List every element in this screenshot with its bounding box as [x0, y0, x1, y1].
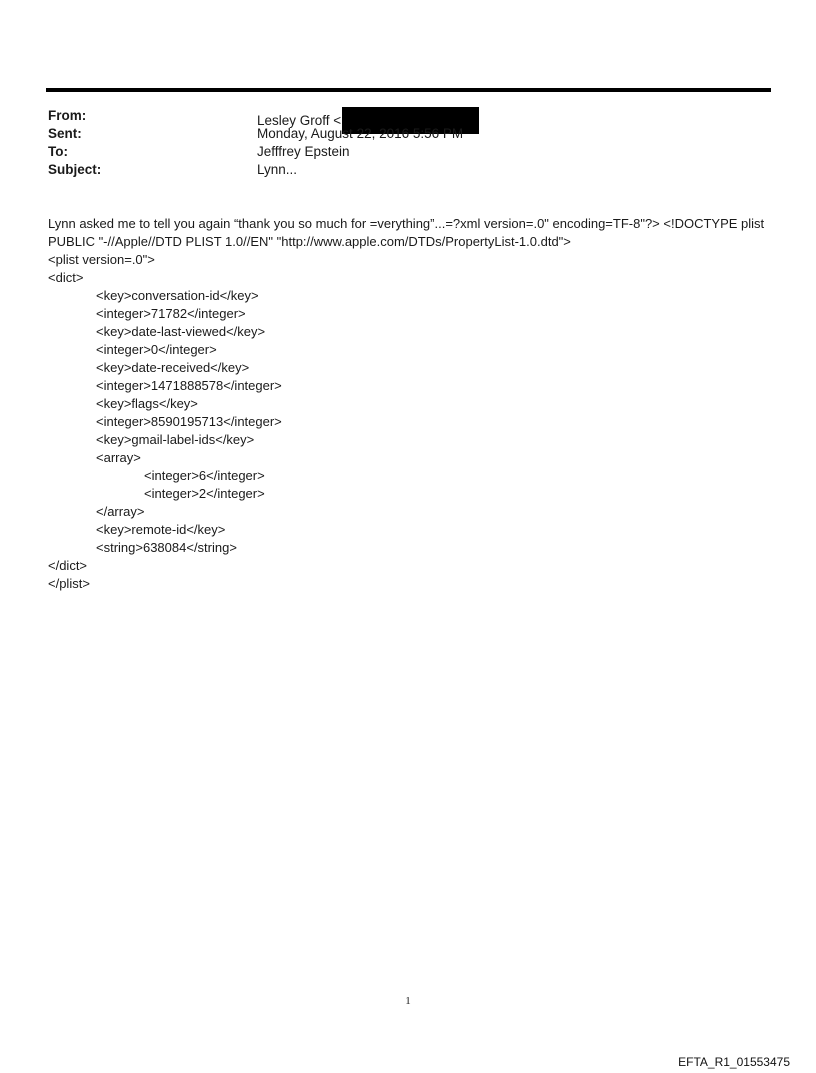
dict-open-line: <dict> [48, 270, 84, 285]
plist-close-line: </plist> [48, 576, 90, 591]
email-body [48, 215, 768, 593]
key-gmail-label-ids: <key>gmail-label-ids</key> [96, 432, 255, 447]
subject-row [48, 161, 768, 179]
body-intro: Lynn asked me to tell you again “thank you so much for =verything”...=?xml version=.0" encoding=TF-8"?> <!DOCTYPE plist PUBLIC "-//Apple//DTD PLIST 1.0//EN" "http://www.apple.com/DTDs/PropertyList-1.0.dtd"> [48, 216, 765, 249]
array-item-1: <integer>6</integer> [144, 468, 265, 483]
array-open-line: <array> [96, 450, 141, 465]
array-close-line: </array> [96, 504, 145, 519]
plist-open-line: <plist version=.0"> [48, 252, 155, 267]
array-item-2: <integer>2</integer> [144, 486, 265, 501]
value-flags: <integer>8590195713</integer> [96, 414, 282, 429]
key-conversation-id: <key>conversation-id</key> [96, 288, 259, 303]
to-value: Jefffrey Epstein [257, 144, 350, 159]
to-row [48, 143, 768, 161]
key-flags: <key>flags</key> [96, 396, 198, 411]
subject-label: Subject: [48, 162, 102, 177]
key-remote-id: <key>remote-id</key> [96, 522, 226, 537]
bates-number: EFTA_R1_01553475 [678, 1055, 790, 1069]
sent-row [48, 125, 768, 143]
sender-name: Lesley Groff < [257, 113, 342, 128]
key-date-last-viewed: <key>date-last-viewed</key> [96, 324, 266, 339]
page-number: 1 [405, 995, 411, 1007]
sent-value: Monday, August 22, 2016 5:56 PM [257, 126, 464, 141]
to-label: To: [48, 144, 68, 159]
subject-value: Lynn... [257, 162, 298, 177]
email-header [48, 107, 768, 179]
value-date-received: <integer>1471888578</integer> [96, 378, 282, 393]
from-label: From: [48, 108, 87, 123]
value-conversation-id: <integer>71782</integer> [96, 306, 246, 321]
from-row [48, 107, 768, 128]
header-rule [46, 88, 771, 92]
value-remote-id: <string>638084</string> [96, 540, 237, 555]
sent-label: Sent: [48, 126, 82, 141]
key-date-received: <key>date-received</key> [96, 360, 250, 375]
value-date-last-viewed: <integer>0</integer> [96, 342, 217, 357]
dict-close-line: </dict> [48, 558, 88, 573]
